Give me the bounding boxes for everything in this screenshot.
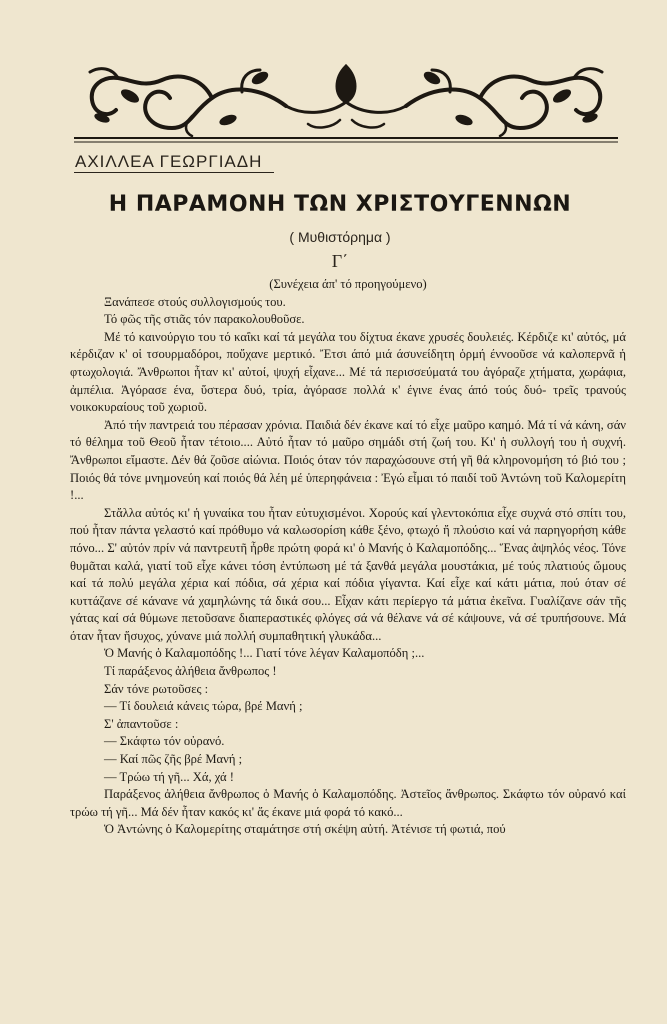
story-body xyxy=(70,276,626,839)
dialogue-line: Τί παράξενος ἀλήθεια ἄνθρωπος ! xyxy=(104,664,277,679)
paragraph: Ἀπό τήν παντρειά του πέρασαν χρόνια. Παιδιά δέν έκανε καί τό εἶχε μαῦρο καημό. Μά τί νά κάνη, σάν τό θέλημα τοῦ Θεοῦ ἦταν τέτοιο.... Αὐτό ἦταν τό μαῦρο σημάδι στή ζωή του. Κι' ἡ συλλογή του ἡ συχνή. Ἄνθρωποι εἴμαστε. Δέν θά ζοῦσε αἰώνια. Ποιός όταν τόν παραχώσουνε στή γῆ θά κληρονομήση τό βιό του ; Ποιός θά τόνε μνημονεύη καί ποιός θά λέη μέ ὑπερηφάνεια : Ἐγώ εἶμαι τό παιδί τοῦ Ἀντώνη τοῦ Καλομερίτη !... xyxy=(70,417,626,503)
dialogue-line: Ὁ Μανής ὁ Καλαμοπόδης !... Γιατί τόνε λέγαν Καλαμοπόδη ;... xyxy=(104,646,425,661)
dialogue-line: Σ' ἀπαντοῦσε : xyxy=(104,716,179,731)
paragraph: Ξανάπεσε στούς συλλογισμούς του. xyxy=(104,294,286,309)
genre-subtitle: ( Μυθιστόρημα ) xyxy=(289,229,391,245)
scroll-vine-ornament xyxy=(72,58,620,144)
dialogue-line: — Τί δουλειά κάνεις τώρα, βρέ Μανή ; xyxy=(104,699,303,714)
dialogue-line: — Σκάφτω τόν οὐρανό. xyxy=(104,734,225,749)
paragraph: Μέ τό καινούργιο του τό καΐκι καί τά μεγάλα του δίχτυα έκανε χρυσές δουλειές. Κέρδιζε κι' αὐτός, μά κέρδιζαν κ' οἱ τσουρμαδόροι, ποὔχανε μερτικό. Ἔτσι άπό μιά άσυνείδητη ὁρμή έννοοῦσε νά καλοπερνᾶ ἡ φτωχολογιά. Ἄνθρωποι ἦταν κι' αὐτοί, ψυχή εἶχανε... Μέ τά περισσεύματά του ἀγόραζε χτήματα, χωράφια, ἀμπέλια. Ἀγόρασε ένα, ὕστερα δυό, τρία, ἀγόρασε πολλά κ' έγινε ένας άπό τούς δυό- τρεῖς τρανούς νοικοκυραίους τοῦ χωριοῦ. xyxy=(70,329,626,415)
author-name: ΑΧΙΛΛΕΑ ΓΕΩΡΓΙΑΔΗ xyxy=(75,152,263,171)
chapter-number: Γ΄ xyxy=(331,251,349,271)
paragraph: Παράξενος ἀλήθεια ἄνθρωπος ὁ Μανής ὁ Καλαμοπόδης. Ἀστεῖος ἄνθρωπος. Σκάφτω τόν οὐρανό καί τρώω τή γῆ... Μά δέν ἦταν κακός κι' ἄς έκανε μιά φορά τό κακό... xyxy=(70,787,626,819)
paragraph: Στἄλλα αὐτός κι' ἡ γυναίκα του ἦταν εὐτυχισμένοι. Χορούς καί γλεντοκόπια εἶχε συχνά στό σπίτι του, πού ἦταν πάντα γελαστό καί πρόθυμο νά καλωσορίση κάθε ξένο, φτωχό ἤ πλούσιο καί νά παρηγορήση κάθε πόνο... Σ' αὐτόν πρίν νά παντρευτῆ ἦρθε πρώτη φορά κι' ὁ Μανής ὁ Καλαμοπόδης... Ἕνας ἀψηλός νέος. Τόνε θυμᾶται καλά, γιατί τοῦ εἶχε κάνει τόση ἐντύπωση μέ τά ξανθά μεγάλα μουστάκια, μέ τούς πλατιούς ὤμους καί τά πολύ μεγάλα χέρια καί πόδια, σά χέρια καί πόδια γίγαντα. Καί εἶχε καί κάτι μάτια, πού όταν σέ κυττάζανε σέ κάνανε νά χαμηλώνης τά δικά σου... Εἶχαν κάτι περίεργο τά μάτια ἐκεῖνα. Γυαλίζανε σάν τῆς γάτας καί σά θύμωνε πετοῦσανε διαπεραστικές φλόγες σά νά θέλανε νά σέ κάψουνε, νά σέ τρυπήσουνε. Μά όταν ἦταν ἥσυχος, χύνανε μιά πολλή συμπαθητική γλυκάδα... xyxy=(70,505,626,643)
author-underline xyxy=(74,172,274,173)
paragraph: Ὁ Ἀντώνης ὁ Καλομερίτης σταμάτησε στή σκέψη αὐτή. Ἀτένισε τή φωτιά, πού xyxy=(104,822,506,837)
dialogue-line: Σάν τόνε ρωτοῦσες : xyxy=(104,681,209,696)
story-title: Η ΠΑΡΑΜΟΝΗ ΤΩΝ ΧΡΙΣΤΟΥΓΕΝΝΩΝ xyxy=(108,192,572,217)
continued-note: (Συνέχεια άπ' τό προηγούμενο) xyxy=(269,277,427,291)
paragraph: Τό φῶς τῆς στιᾶς τόν παρακολουθοῦσε. xyxy=(104,312,305,327)
dialogue-line: — Καί πῶς ζῆς βρέ Μανή ; xyxy=(104,752,243,767)
dialogue-line: — Τρώω τή γῆ... Χά, χά ! xyxy=(104,769,235,784)
